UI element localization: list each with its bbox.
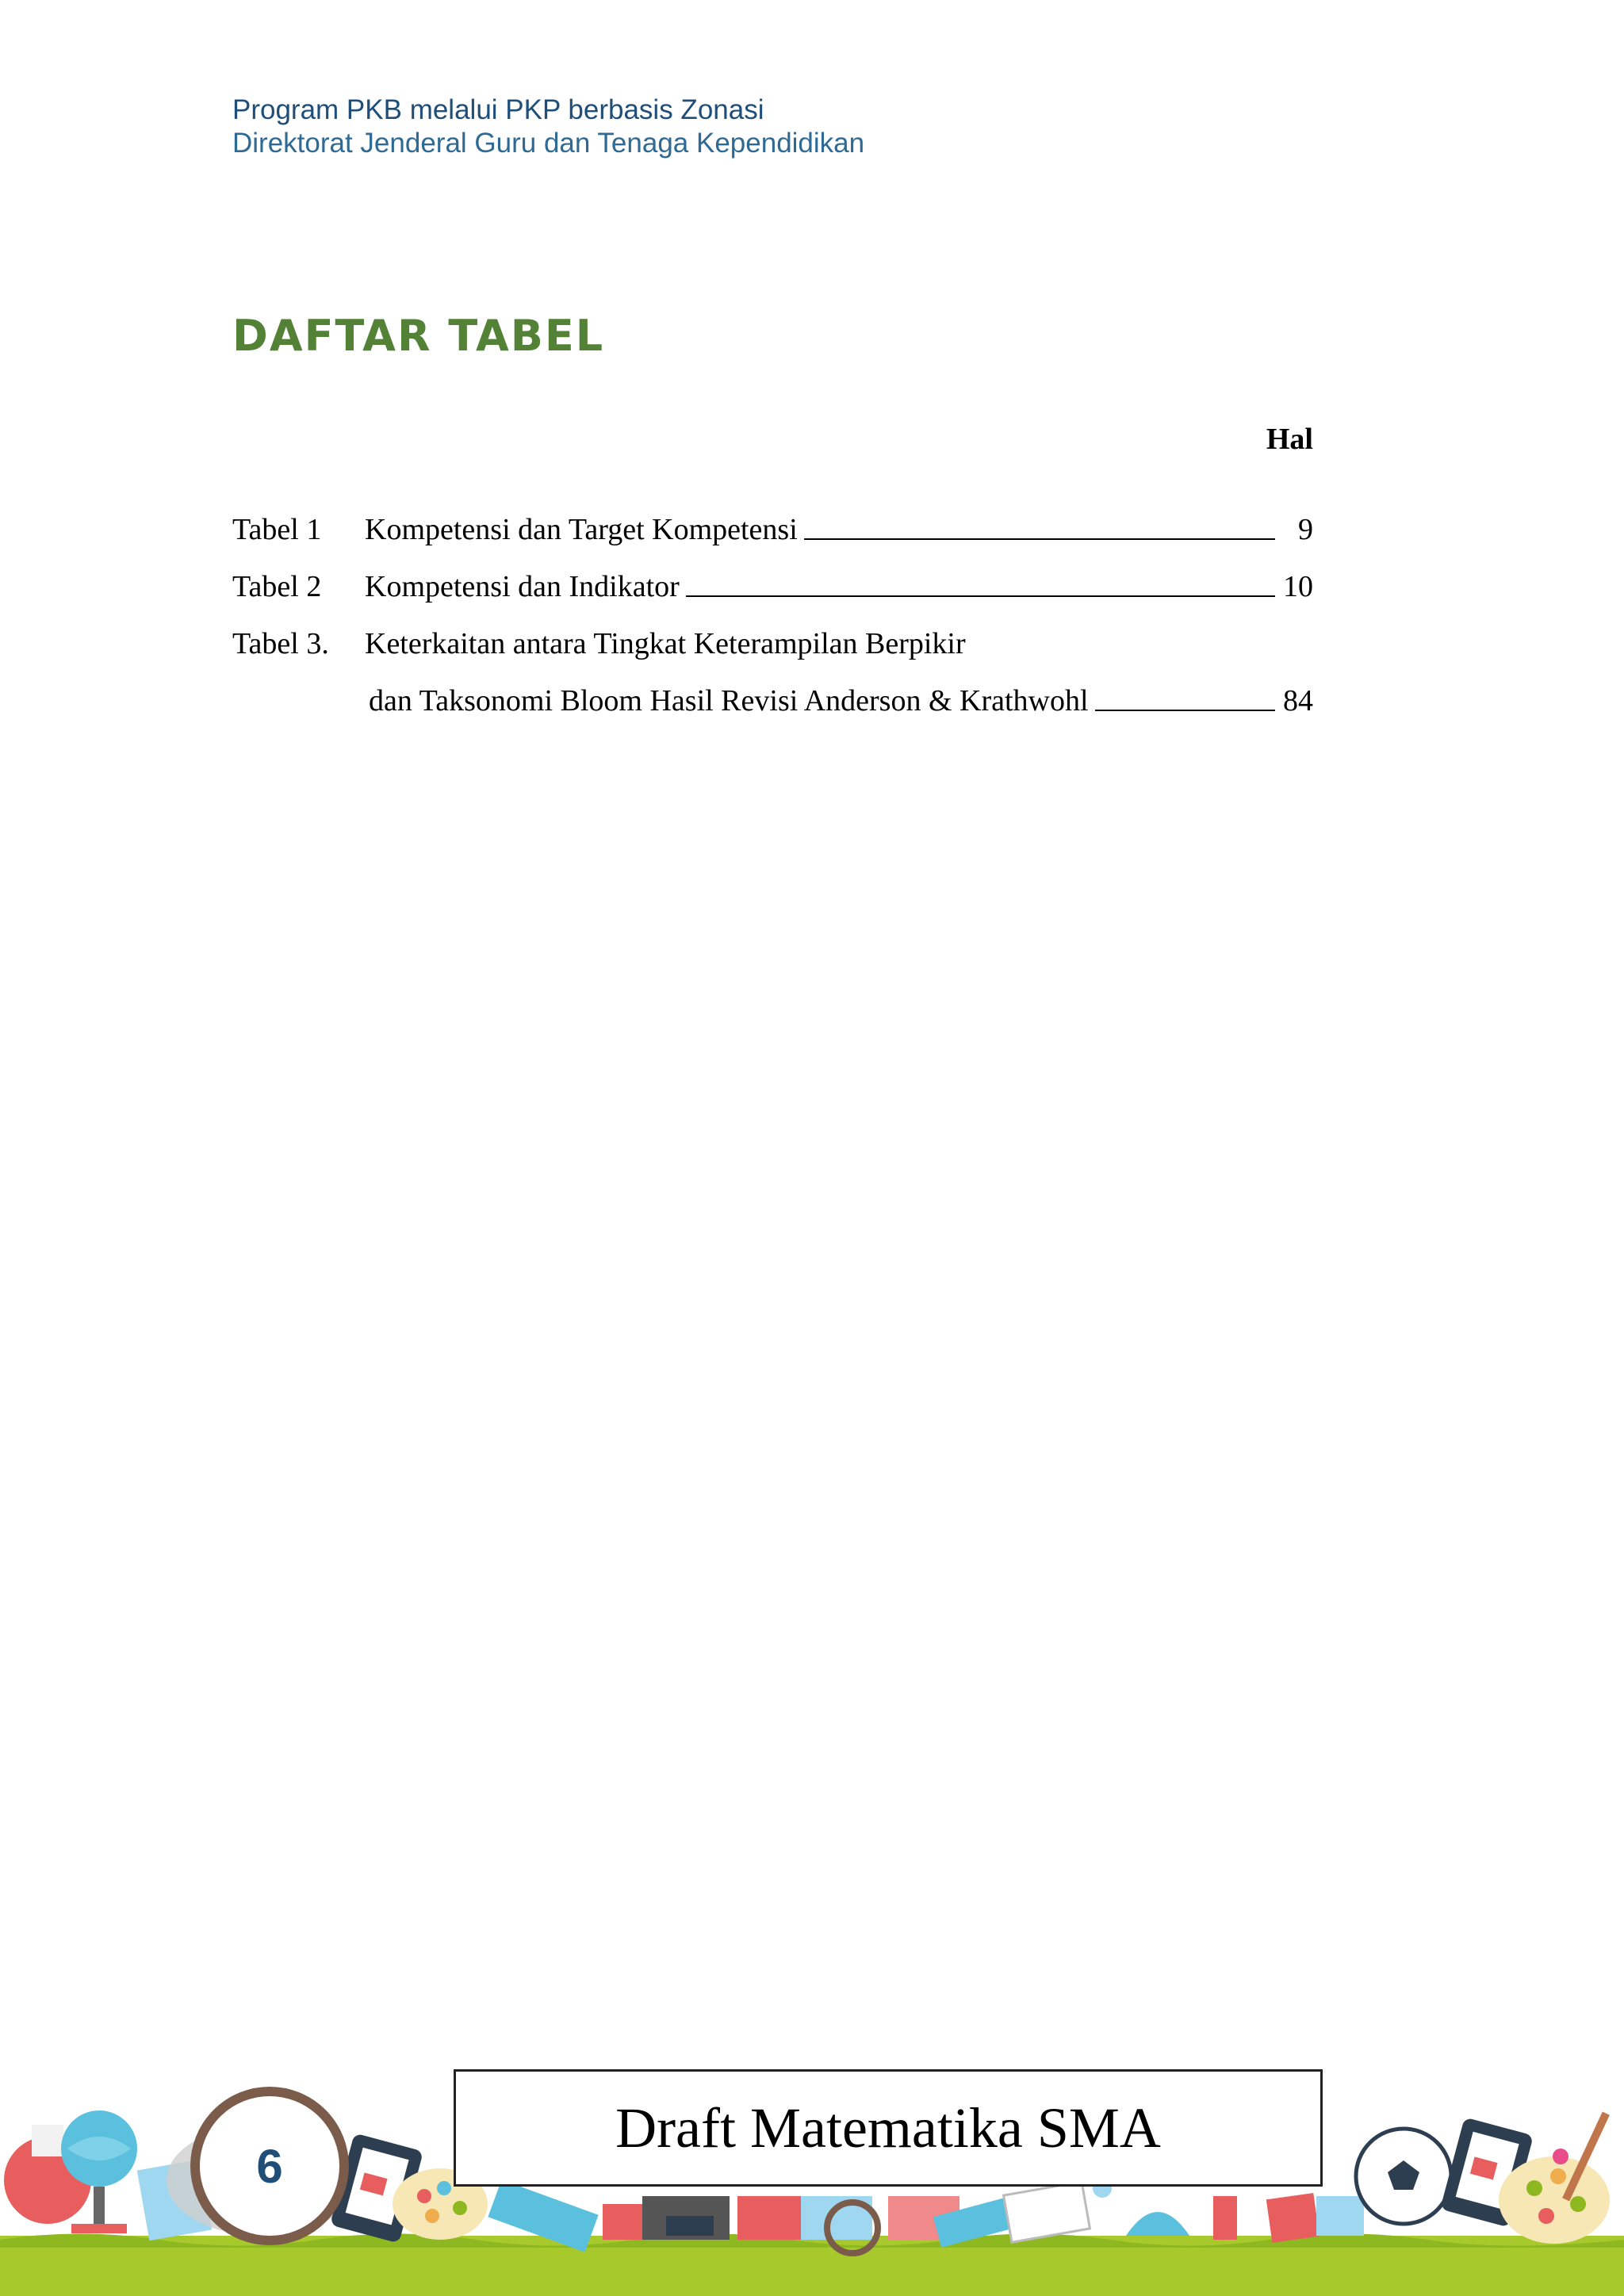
list-item[interactable] (232, 564, 1313, 604)
header-directorate: Direktorat Jenderal Guru dan Tenaga Kependidikan (232, 128, 865, 159)
dot-leader (804, 538, 1275, 540)
protractor-icon (1126, 2212, 1189, 2236)
entry-page: 9 (1298, 513, 1313, 546)
dot-leader (1095, 710, 1275, 711)
header-program: Program PKB melalui PKP berbasis Zonasi (232, 94, 764, 125)
footer-title-box: Draft Matematika SMA (454, 2069, 1323, 2187)
list-item-continuation[interactable] (232, 679, 1313, 718)
entry-page: 10 (1283, 570, 1313, 603)
entry-number: Tabel 1 (232, 513, 322, 546)
entry-title: Keterkaitan antara Tingkat Keterampilan Berpikir (365, 627, 966, 660)
entry-page: 84 (1283, 684, 1313, 718)
entry-title: Kompetensi dan Indikator (365, 570, 680, 603)
page-number-badge: 6 (190, 2087, 349, 2245)
entry-number: Tabel 3. (232, 627, 329, 660)
dot-leader (686, 595, 1275, 597)
entry-title-continued: dan Taksonomi Bloom Hasil Revisi Anderson & Krathwohl (369, 684, 1089, 718)
list-item[interactable] (232, 507, 1313, 547)
page-title: DAFTAR TABEL (232, 311, 605, 361)
entry-number: Tabel 2 (232, 570, 322, 603)
list-item[interactable] (232, 622, 1313, 661)
page-column-label: Hal (1266, 423, 1313, 456)
entry-title: Kompetensi dan Target Kompetensi (365, 513, 798, 546)
laptop-icon (666, 2216, 714, 2236)
running-header (232, 94, 864, 160)
